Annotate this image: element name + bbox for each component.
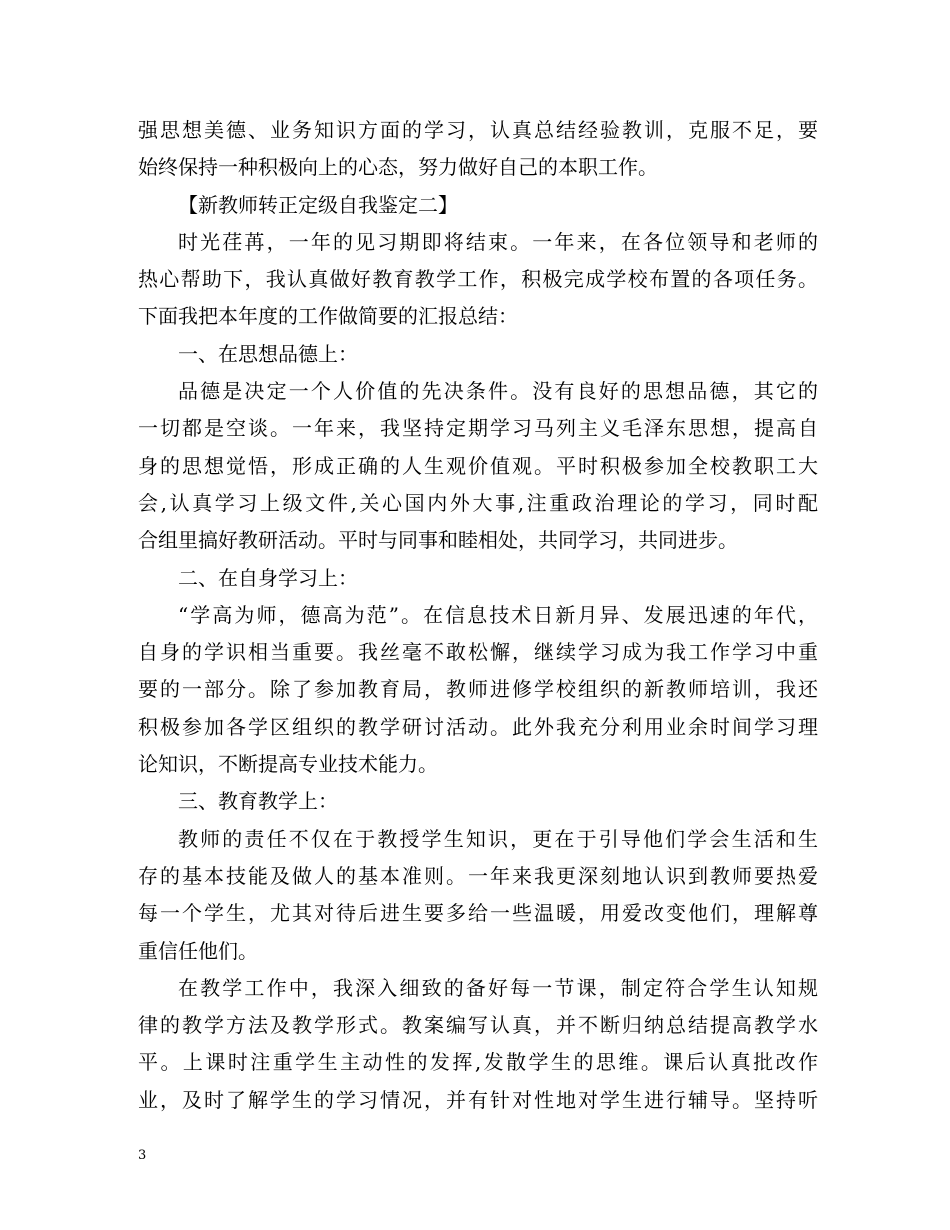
text-line: 合组里搞好教研活动。平时与同事和睦相处，共同学习，共同进步。: [138, 528, 738, 553]
text-line: 要的一部分。除了参加教育局，教师进修学校组织的新教师培训，我还: [138, 677, 818, 702]
page-number: 3: [138, 1148, 147, 1163]
text-line: 一切都是空谈。一年来，我坚持定期学习马列主义毛泽东思想，提高自: [138, 416, 818, 441]
text-line: 下面我把本年度的工作做简要的汇报总结：: [138, 304, 518, 329]
text-line: 教师的责任不仅在于教授学生知识，更在于引导他们学会生活和生: [178, 826, 818, 851]
body-text: [138, 112, 818, 1119]
text-line: 律的教学方法及教学形式。教案编写认真，并不断归纳总结提高教学水: [138, 1013, 818, 1038]
text-line: 业，及时了解学生的学习情况，并有针对性地对学生进行辅导。坚持听: [138, 1087, 818, 1112]
text-line: 始终保持一种积极向上的心态，努力做好自己的本职工作。: [138, 155, 658, 180]
text-line: 强思想美德、业务知识方面的学习，认真总结经验教训，克服不足，要: [138, 118, 818, 142]
text-line: 时光荏苒，一年的见习期即将结束。一年来，在各位领导和老师的: [178, 229, 818, 254]
section-title: 【新教师转正定级自我鉴定二】: [178, 192, 458, 217]
text-line: 会,认真学习上级文件,关心国内外大事,注重政治理论的学习，同时配: [138, 490, 818, 515]
text-line: “学高为师，德高为范”。在信息技术日新月异、发展迅速的年代，: [178, 602, 818, 627]
text-line: 品德是决定一个人价值的先决条件。没有良好的思想品德，其它的: [178, 379, 818, 404]
text-line: 论知识，不断提高专业技术能力。: [138, 752, 438, 777]
text-line: 自身的学识相当重要。我丝毫不敢松懈，继续学习成为我工作学习中重: [138, 640, 818, 665]
section-heading: 一、在思想品德上：: [178, 341, 358, 366]
text-line: 身的思想觉悟，形成正确的人生观价值观。平时积极参加全校教职工大: [138, 453, 818, 478]
text-line: 重信任他们。: [138, 938, 258, 963]
section-heading: 三、教育教学上：: [178, 789, 338, 814]
text-line: 积极参加各学区组织的教学研讨活动。此外我充分利用业余时间学习理: [138, 714, 818, 739]
text-line: 每一个学生，尤其对待后进生要多给一些温暖，用爱改变他们，理解尊: [138, 901, 818, 926]
text-line: 在教学工作中，我深入细致的备好每一节课，制定符合学生认知规: [178, 975, 818, 1000]
text-line: 热心帮助下，我认真做好教育教学工作，积极完成学校布置的各项任务。: [138, 267, 818, 292]
text-line: 存的基本技能及做人的基本准则。一年来我更深刻地认识到教师要热爱: [138, 863, 818, 888]
section-heading: 二、在自身学习上：: [178, 565, 358, 590]
text-line: 平。上课时注重学生主动性的发挥,发散学生的思维。课后认真批改作: [138, 1050, 818, 1075]
